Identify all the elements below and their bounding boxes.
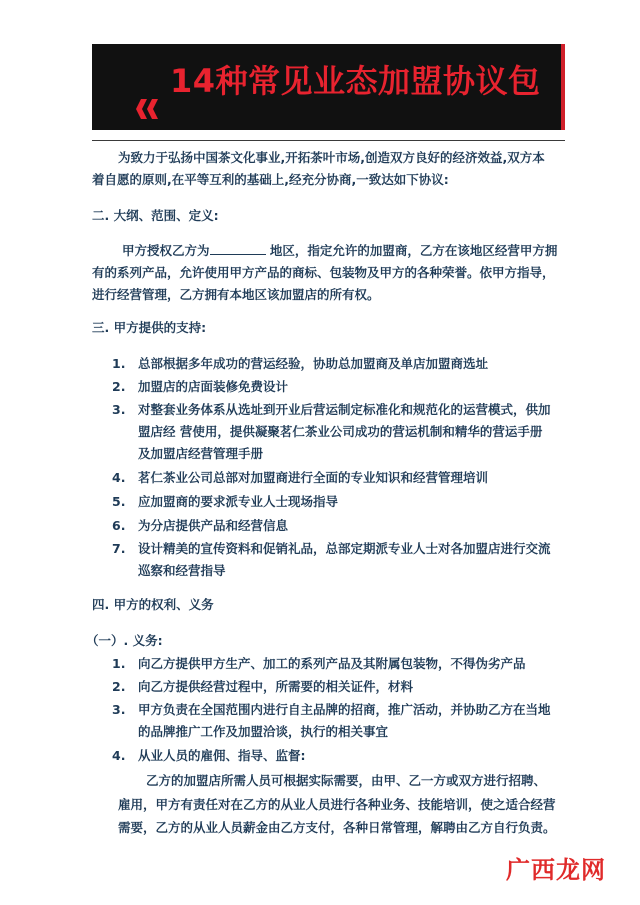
list-item: 总部根据多年成功的营运经验，协助总加盟商及单店加盟商选址 bbox=[138, 356, 489, 371]
paragraph-line: 乙方的加盟店所需人员可根据实际需要，由甲、乙一方或双方进行招聘、 bbox=[146, 773, 547, 788]
section-4-subheading: （一）. 义务: bbox=[86, 633, 163, 648]
list-item: 向乙方提供经营过程中，所需要的相关证件，材料 bbox=[138, 679, 414, 694]
section-2-line-1-pre: 甲方授权乙方为 bbox=[122, 243, 210, 258]
section-2-line-1 bbox=[122, 243, 557, 259]
section-3-heading: 三. 甲方提供的支持: bbox=[92, 320, 207, 335]
section-2-line-1-post: 地区，指定允许的加盟商，乙方在该地区经营甲方拥 bbox=[269, 243, 558, 258]
list-number: 4. bbox=[112, 748, 126, 763]
list-item-cont: 的品牌推广工作及加盟洽谈，执行的相关事宜 bbox=[138, 724, 389, 739]
header-banner bbox=[92, 44, 565, 130]
list-item: 应加盟商的要求派专业人士现场指导 bbox=[138, 494, 339, 509]
intro-line-1: 为致力于弘扬中国茶文化事业,开拓茶叶市场,创造双方良好的经济效益,双方本 bbox=[118, 150, 545, 165]
blank-field bbox=[210, 243, 266, 255]
double-chevron-left-icon bbox=[136, 99, 160, 119]
banner-edge bbox=[561, 44, 565, 130]
list-item-cont: 盟店经 营使用，提供凝聚茗仁茶业公司成功的营运机制和精华的营运手册 bbox=[138, 424, 543, 439]
list-number: 4. bbox=[112, 470, 126, 485]
intro-line-2: 着自愿的原则,在平等互利的基础上,经充分协商,一致达如下协议: bbox=[92, 172, 449, 187]
watermark bbox=[506, 850, 606, 885]
paragraph-line: 雇用，甲方有责任对在乙方的从业人员进行各种业务、技能培训，使之适合经营 bbox=[118, 797, 556, 812]
list-item-cont: 巡察和经营指导 bbox=[138, 563, 226, 578]
watermark-text: 广西龙网 bbox=[506, 856, 606, 884]
list-number: 1. bbox=[112, 356, 126, 371]
banner-title: 14种常见业态加盟协议包 bbox=[170, 62, 541, 100]
list-item: 为分店提供产品和经营信息 bbox=[138, 518, 289, 533]
list-number: 2. bbox=[112, 379, 126, 394]
list-item: 设计精美的宣传资料和促销礼品，总部定期派专业人士对各加盟店进行交流 bbox=[138, 541, 551, 556]
list-item: 向乙方提供甲方生产、加工的系列产品及其附属包装物，不得伪劣产品 bbox=[138, 656, 526, 671]
section-2-heading: 二. 大纲、范围、定义: bbox=[92, 208, 219, 223]
list-item: 加盟店的店面装修免费设计 bbox=[138, 379, 289, 394]
list-number: 5. bbox=[112, 494, 126, 509]
section-2-line-2: 有的系列产品，允许使用甲方产品的商标、包装物及甲方的各种荣誉。依甲方指导， bbox=[92, 265, 555, 280]
list-item: 从业人员的雇佣、指导、监督: bbox=[138, 748, 306, 763]
list-number: 6. bbox=[112, 518, 126, 533]
list-number: 1. bbox=[112, 656, 126, 671]
list-number: 2. bbox=[112, 679, 126, 694]
list-number: 3. bbox=[112, 702, 126, 717]
section-4-heading: 四. 甲方的权利、义务 bbox=[92, 597, 214, 612]
paragraph-line: 需要，乙方的从业人员薪金由乙方支付，各种日常管理，解聘由乙方自行负责。 bbox=[118, 820, 556, 835]
section-2-line-3: 进行经营管理，乙方拥有本地区该加盟店的所有权。 bbox=[92, 287, 380, 302]
list-item: 茗仁茶业公司总部对加盟商进行全面的专业知识和经营管理培训 bbox=[138, 470, 489, 485]
list-number: 3. bbox=[112, 402, 126, 417]
header-divider bbox=[92, 140, 565, 141]
list-item: 甲方负责在全国范围内进行自主品牌的招商，推广活动，并协助乙方在当地 bbox=[138, 702, 551, 717]
list-item: 对整套业务体系从选址到开业后营运制定标准化和规范化的运营模式，供加 bbox=[138, 402, 551, 417]
list-item-cont: 及加盟店经营管理手册 bbox=[138, 446, 264, 461]
list-number: 7. bbox=[112, 541, 126, 556]
